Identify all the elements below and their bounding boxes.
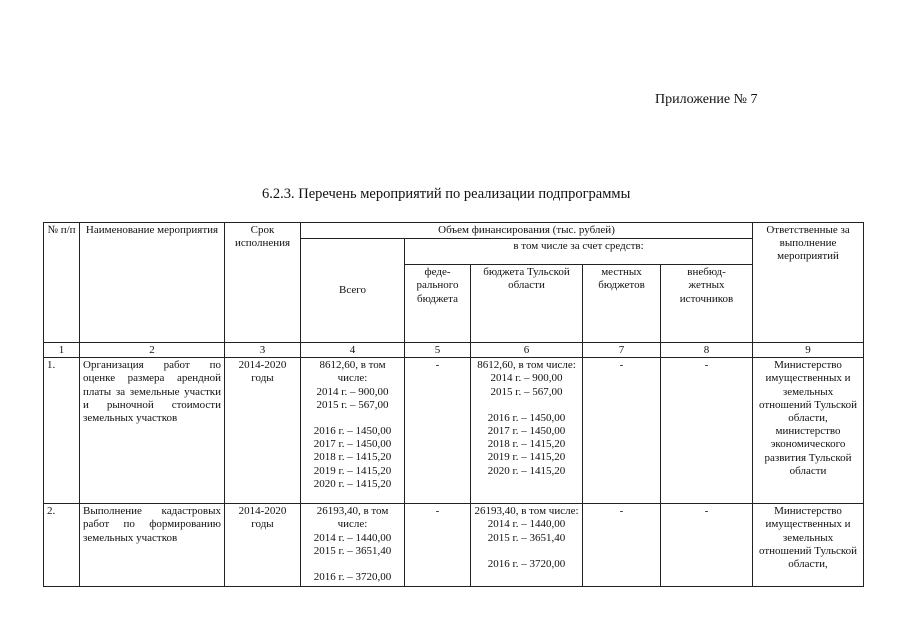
- col-number: 5: [405, 343, 471, 358]
- col-number: 1: [44, 343, 80, 358]
- col-number: 7: [583, 343, 661, 358]
- table-row: [44, 504, 864, 587]
- year-value: 2016 г. – 3720,00: [313, 571, 392, 584]
- col-number: 4: [301, 343, 405, 358]
- row-num: 2.: [44, 504, 80, 587]
- header-offbudget: внебюд- жетных источников: [661, 265, 753, 343]
- total-head: 8612,60, в том числе:: [319, 359, 386, 385]
- row-num: 1.: [44, 358, 80, 504]
- year-value: 2014 г. – 1440,00: [487, 518, 566, 531]
- row-name: Выполнение кадастровых работ по формированию земельных участков: [80, 504, 225, 587]
- measures-table: [43, 222, 864, 587]
- total-head: 26193,40, в том числе:: [316, 505, 389, 531]
- year-value: 2019 г. – 1415,20: [487, 451, 566, 464]
- column-number-row: [44, 343, 864, 358]
- row-regional: [471, 504, 583, 587]
- col-number: 6: [471, 343, 583, 358]
- year-value: 2018 г. – 1415,20: [313, 451, 392, 464]
- row-name: Организация работ по оценке размера арендной платы за земельные участки и рыночной стоимости земельных участков: [80, 358, 225, 504]
- regional-head: 8612,60, в том числе:: [477, 359, 576, 372]
- header-volume: Объем финансирования (тыс. рублей): [301, 223, 753, 239]
- year-value: 2015 г. – 3651,40: [313, 544, 392, 557]
- year-value: 2014 г. – 1440,00: [313, 531, 392, 544]
- col-number: 3: [225, 343, 301, 358]
- header-total: Всего: [301, 239, 405, 343]
- header-name: Наименование мероприятия: [80, 223, 225, 343]
- col-number: 8: [661, 343, 753, 358]
- col-number: 9: [753, 343, 864, 358]
- year-value: 2016 г. – 1450,00: [487, 411, 566, 424]
- header-federal: феде- рального бюджета: [405, 265, 471, 343]
- page-title: 6.2.3. Перечень мероприятий по реализации подпрограммы: [262, 186, 631, 202]
- row-term: 2014-2020 годы: [225, 504, 301, 587]
- row-federal: -: [405, 358, 471, 504]
- year-value: 2017 г. – 1450,00: [313, 438, 392, 451]
- table-row: [44, 358, 864, 504]
- row-total: [301, 358, 405, 504]
- year-value: 2015 г. – 3651,40: [487, 531, 566, 544]
- row-responsible: Министерство имущественных и земельных отношений Тульской области,: [753, 504, 864, 587]
- header-responsible: Ответственные за выполнение мероприятий: [753, 223, 864, 343]
- row-federal: -: [405, 504, 471, 587]
- year-value: 2016 г. – 3720,00: [487, 557, 566, 570]
- regional-head: 26193,40, в том числе:: [474, 505, 579, 518]
- year-value: 2020 г. – 1415,20: [487, 464, 566, 477]
- row-offbudget: -: [661, 358, 753, 504]
- row-offbudget: -: [661, 504, 753, 587]
- year-value: 2016 г. – 1450,00: [313, 425, 392, 438]
- header-local: местных бюджетов: [583, 265, 661, 343]
- row-local: -: [583, 358, 661, 504]
- header-term: Срок исполнения: [225, 223, 301, 343]
- row-responsible: Министерство имущественных и земельных отношений Тульской области, министерство экономического развития Тульской области: [753, 358, 864, 504]
- year-value: 2019 г. – 1415,20: [313, 464, 392, 477]
- header-including: в том числе за счет средств:: [405, 239, 753, 265]
- year-value: 2015 г. – 567,00: [316, 398, 389, 411]
- row-total: [301, 504, 405, 587]
- header-num: № п/п: [44, 223, 80, 343]
- col-number: 2: [80, 343, 225, 358]
- year-value: 2017 г. – 1450,00: [487, 425, 566, 438]
- year-value: 2015 г. – 567,00: [490, 385, 563, 398]
- header-regional: бюджета Тульской области: [471, 265, 583, 343]
- appendix-label: Приложение № 7: [655, 92, 758, 107]
- row-local: -: [583, 504, 661, 587]
- year-value: 2014 г. – 900,00: [316, 385, 389, 398]
- year-value: 2018 г. – 1415,20: [487, 438, 566, 451]
- year-value: 2020 г. – 1415,20: [313, 477, 392, 490]
- row-term: 2014-2020 годы: [225, 358, 301, 504]
- year-value: 2014 г. – 900,00: [490, 372, 563, 385]
- row-regional: [471, 358, 583, 504]
